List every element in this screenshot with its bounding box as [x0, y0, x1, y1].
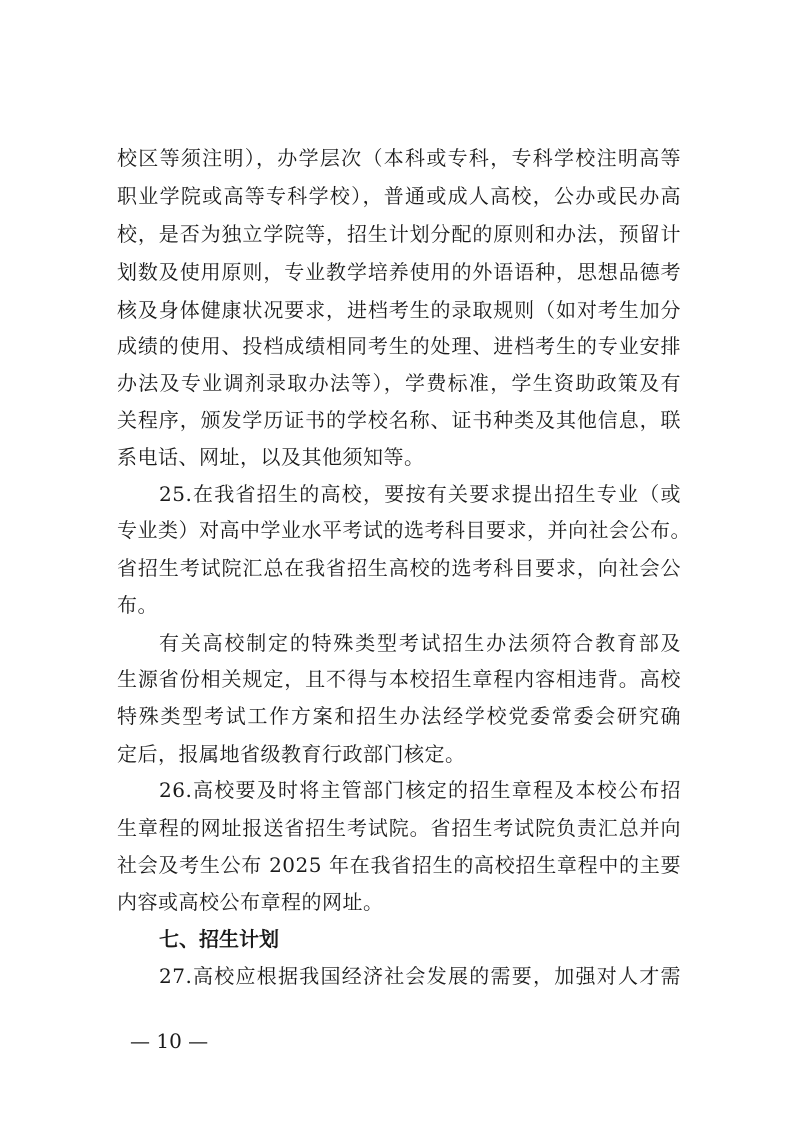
text-line: 成绩的使用、投档成绩相同考生的处理、进档考生的专业安排 — [117, 334, 681, 358]
text-line: 生章程的网址报送省招生考试院。省招生考试院负责汇总并向 — [117, 816, 681, 840]
text-line: 系电话、网址，以及其他须知等。 — [117, 445, 425, 469]
section-heading: 七、招生计划 — [159, 927, 279, 951]
text-line: 关程序，颁发学历证书的学校名称、证书种类及其他信息，联 — [117, 408, 681, 432]
text-line: 核及身体健康状况要求，进档考生的录取规则（如对考生加分 — [117, 298, 681, 322]
text-line: 特殊类型考试工作方案和招生办法经学校党委常委会研究确 — [117, 704, 681, 728]
text-line: 职业学院或高等专科学校），普通或成人高校，公办或民办高 — [117, 184, 681, 208]
paragraph-27-first-line: 27.高校应根据我国经济社会发展的需要，加强对人才需 — [159, 964, 681, 988]
text-line: 社会及考生公布 2025 年在我省招生的高校招生章程中的主要 — [117, 853, 681, 877]
text-line: 专业类）对高中学业水平考试的选考科目要求，并向社会公布。 — [117, 518, 691, 542]
text-line: 划数及使用原则，专业教学培养使用的外语语种，思想品德考 — [117, 260, 681, 284]
text-line: 校区等须注明），办学层次（本科或专科，专科学校注明高等 — [117, 146, 681, 170]
paragraph-26-first-line: 26.高校要及时将主管部门核定的招生章程及本校公布招 — [159, 778, 681, 802]
text-line: 内容或高校公布章程的网址。 — [117, 890, 384, 914]
text-line: 办法及专业调剂录取办法等），学费标准，学生资助政策及有 — [117, 371, 681, 395]
text-line: 生源省份相关规定，且不得与本校招生章程内容相违背。高校 — [117, 667, 681, 691]
text-line: 布。 — [117, 593, 158, 617]
text-line: 省招生考试院汇总在我省招生高校的选考科目要求，向社会公 — [117, 556, 681, 580]
paragraph-first-line: 有关高校制定的特殊类型考试招生办法须符合教育部及 — [159, 631, 681, 655]
paragraph-25-first-line: 25.在我省招生的高校，要按有关要求提出招生专业（或 — [159, 482, 681, 506]
text-line: 定后，报属地省级教育行政部门核定。 — [117, 742, 466, 766]
text-line: 校，是否为独立学院等，招生计划分配的原则和办法，预留计 — [117, 222, 681, 246]
page-number: — 10 — — [130, 1029, 209, 1053]
